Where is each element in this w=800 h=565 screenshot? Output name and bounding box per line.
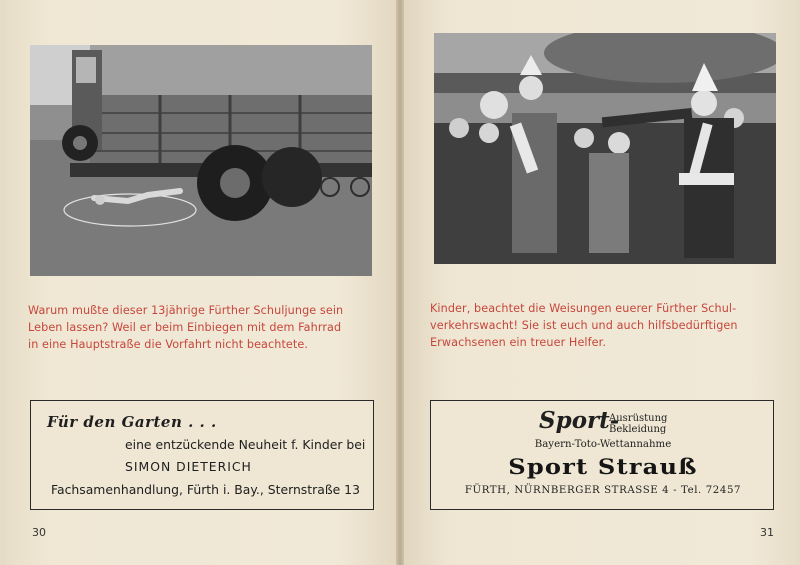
sport-advertisement: [430, 400, 774, 510]
ad-toto-line: Bayern-Toto-Wettannahme: [534, 439, 672, 450]
caption-line: Erwachsenen ein treuer Helfer.: [430, 336, 606, 349]
caption-line: Kinder, beachtet die Weisungen euerer Fürther Schul-: [430, 302, 737, 315]
ad-heading: Für den Garten . . .: [47, 413, 217, 431]
page-number: 30: [32, 526, 46, 539]
accident-caption: [28, 302, 378, 353]
page-number: 31: [760, 526, 774, 539]
caption-line: Warum mußte dieser 13jährige Fürther Schuljunge sein: [28, 304, 344, 317]
ad-line: eine entzückende Neuheit f. Kinder bei: [125, 437, 366, 452]
ad-shop-name: SIMON DIETERICH: [125, 459, 252, 474]
caption-line: in eine Hauptstraße die Vorfahrt nicht beachtete.: [28, 338, 309, 351]
book-gutter: [396, 0, 404, 565]
ad-address: Fachsamenhandlung, Fürth i. Bay., Sternstraße 13: [51, 482, 360, 497]
ad-subline: Bekleidung: [609, 424, 667, 435]
ad-script-word: Sport-: [539, 407, 620, 434]
right-page: [404, 0, 796, 565]
patrol-caption: [430, 300, 780, 351]
left-page: [6, 0, 396, 565]
ad-address: FÜRTH, NÜRNBERGER STRASSE 4 - Tel. 72457: [464, 485, 742, 496]
caption-line: Leben lassen? Weil er beim Einbiegen mit dem Fahrrad: [28, 321, 342, 334]
garden-advertisement: [30, 400, 374, 510]
ad-subline: Ausrüstung: [609, 413, 668, 424]
caption-line: verkehrswacht! Sie ist euch und auch hilfsbedürftigen: [430, 319, 738, 332]
ad-brand-name: Sport Strauß: [508, 454, 698, 479]
accident-photo: [30, 45, 372, 276]
school-patrol-photo: [434, 33, 776, 264]
